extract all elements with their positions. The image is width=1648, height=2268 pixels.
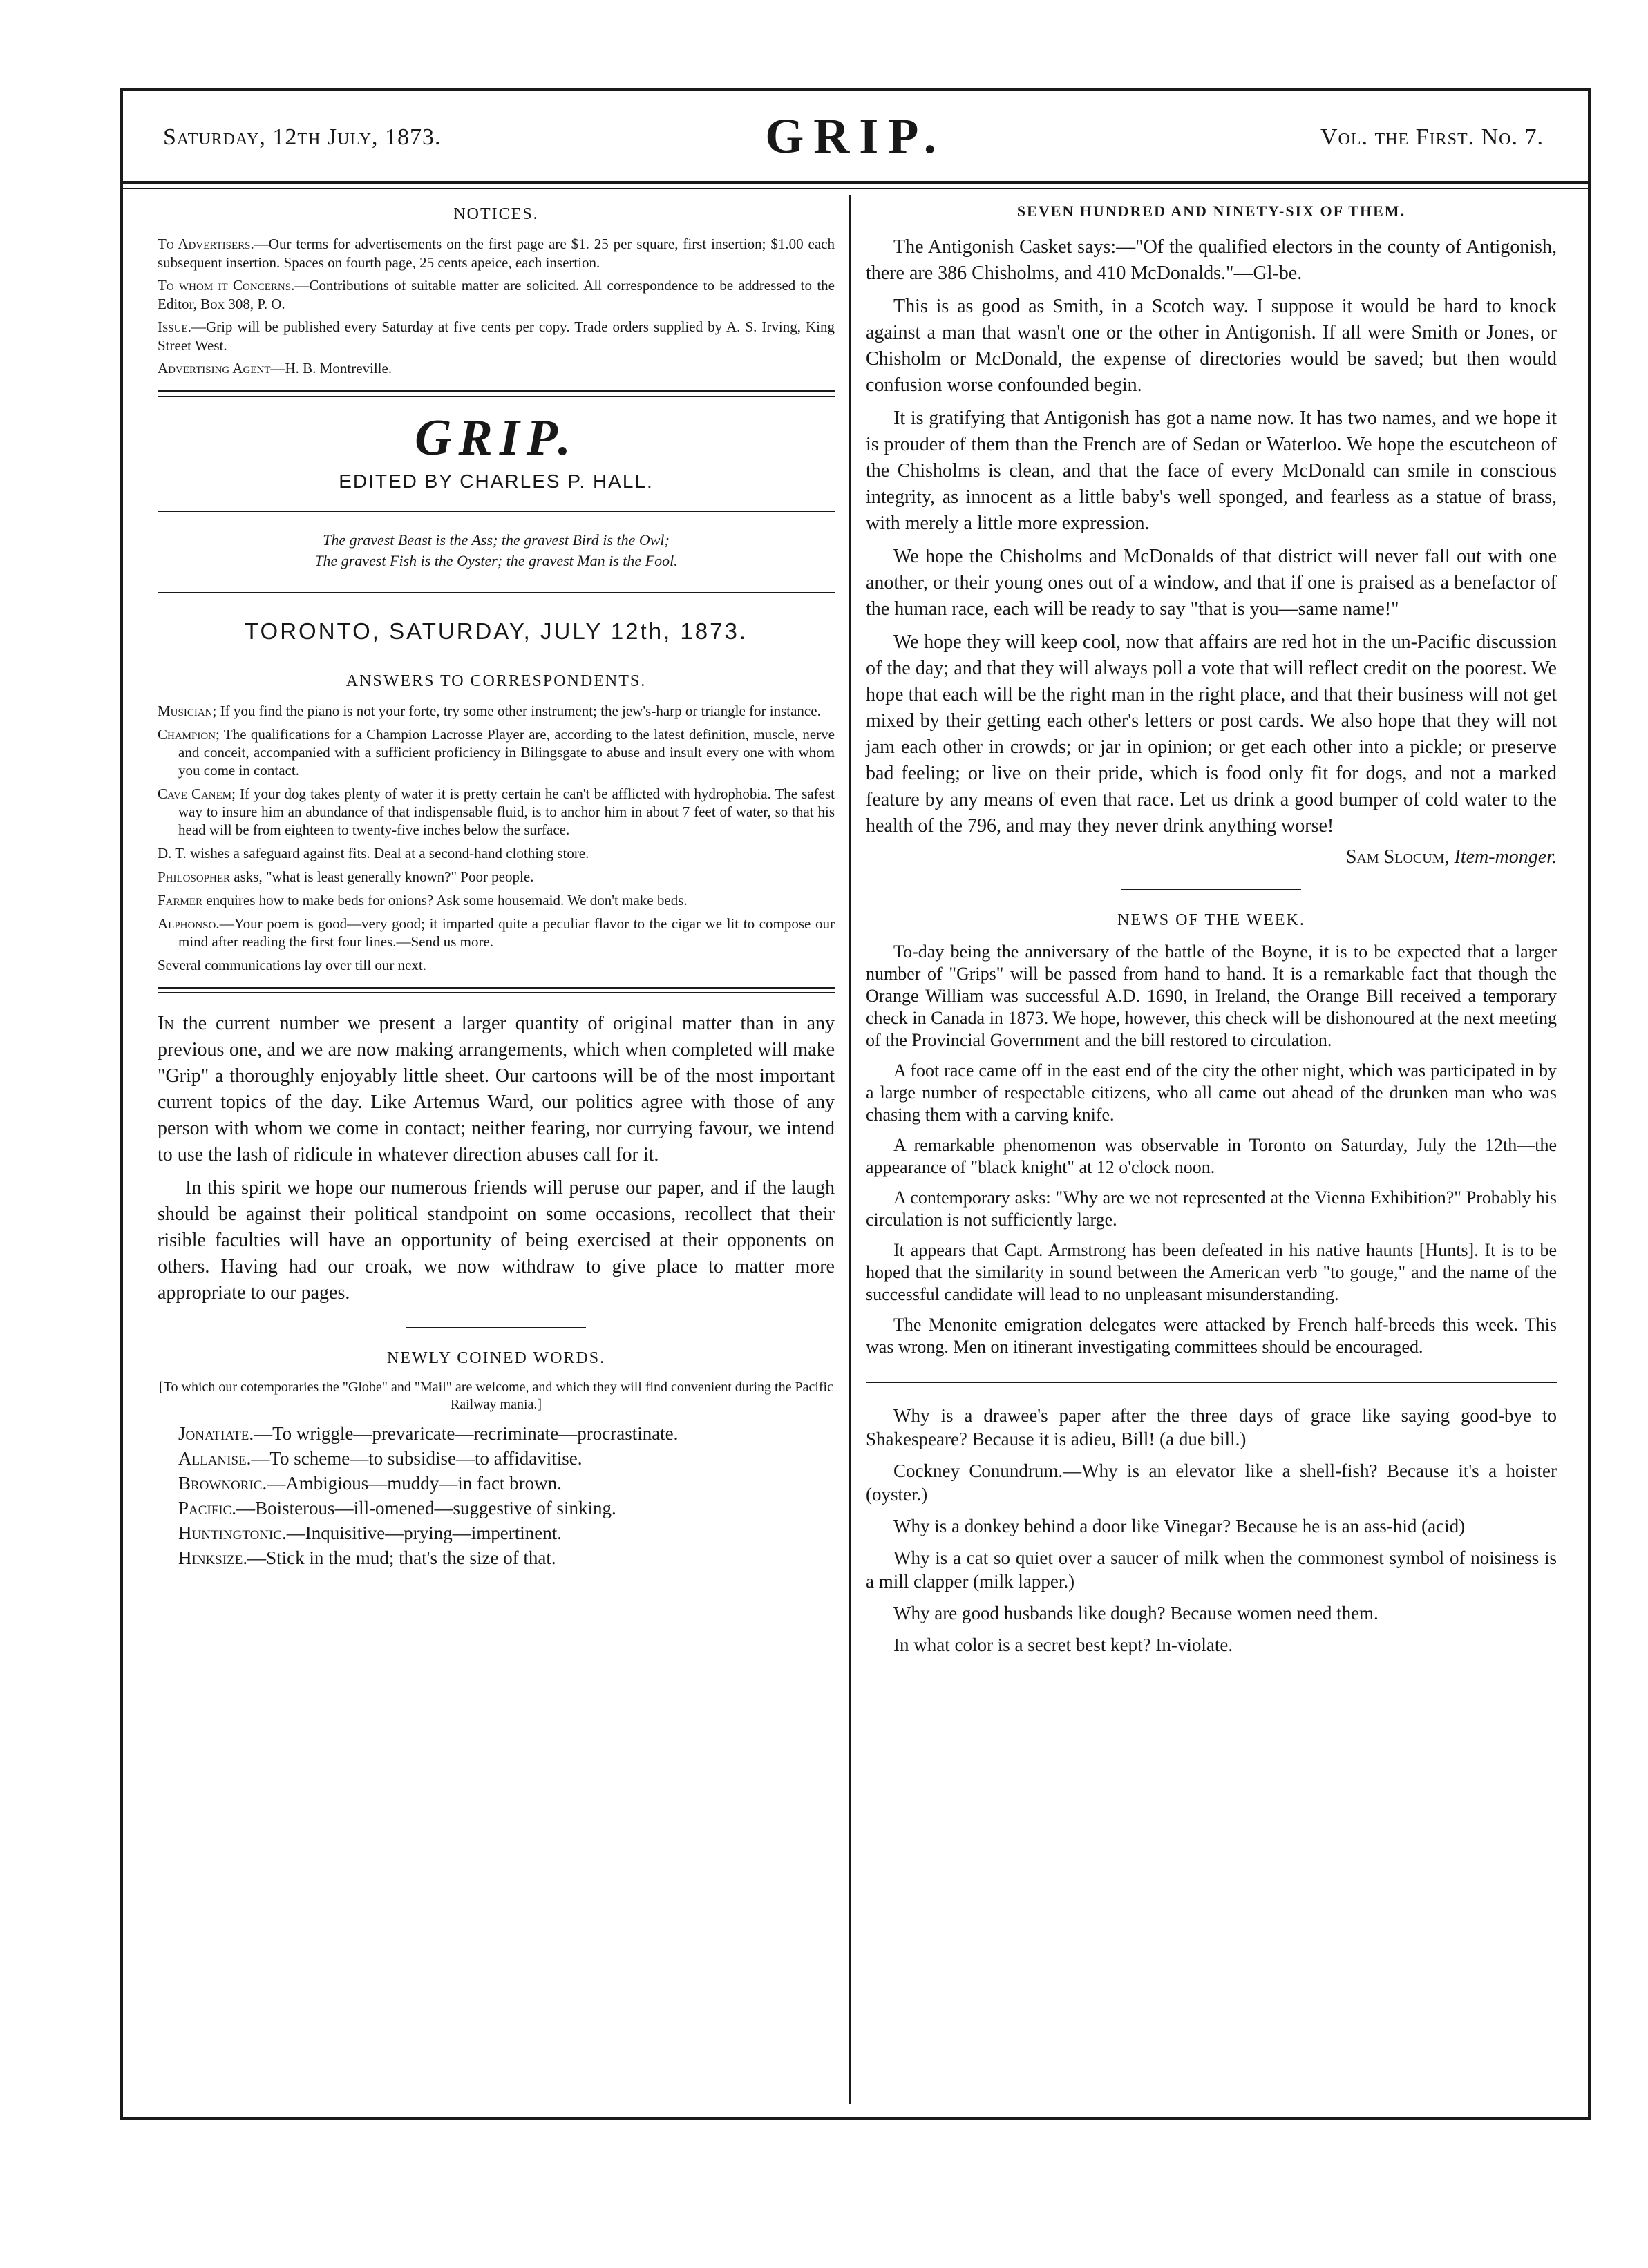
news-paragraph: The Menonite emigration delegates were attacked by French half-breeds this week. This was wrong. Men on itinerant investigating committees should be encouraged.: [866, 1315, 1557, 1357]
notice-text: —H. B. Montreville.: [270, 360, 392, 377]
coined-word: [158, 1422, 835, 1445]
answers-title: ANSWERS TO CORRESPONDENTS.: [345, 672, 647, 690]
answer-label: Champion;: [158, 726, 220, 743]
answer-label: Farmer: [158, 892, 203, 908]
article-paragraph: We hope they will keep cool, now that affairs are red hot in the un-Pacific discussion of the day; and that they will always poll a vote that will reflect credit on the poorest. We hope that each will be the right man in the right place, and that their business will not get mixed by their getting each other's letters or post cards. We also hope that they will not jam each other in crowds; or jar in opinion; or get each other into a pickle; or preserve bad feeling; or live on their pride, which is food only fit for dogs, and not a marked feature by any means of even that race. Let us drink a good bumper of cold water to the health of the 796, and may they never drink anything worse!: [866, 631, 1557, 837]
notice-item: [158, 235, 835, 272]
answer-text: —Your poem is good—very good; it imparted quite a peculiar flavor to the cigar we lit to compose our mind after reading the first four lines.—Send us more.: [178, 915, 835, 950]
news-paragraph: A contemporary asks: "Why are we not represented at the Vienna Exhibition?" Probably his circulation is not sufficiently large.: [866, 1188, 1557, 1230]
answer-item: [158, 785, 835, 839]
coined-word-label: Pacific.: [178, 1498, 237, 1518]
answer-item: [158, 891, 835, 909]
article-paragraph: We hope the Chisholms and McDonalds of that district will never fall out with one another, or their young ones out of a window, and that if one is praised as a benefactor of the human race, each will be ready to say "that is you—same name!": [866, 546, 1557, 620]
short-rule: [406, 1327, 586, 1328]
answer-label: Philosopher: [158, 868, 231, 885]
answer-text: wishes a safeguard against fits. Deal at a second-hand clothing store.: [186, 845, 589, 861]
joke-item: Why is a donkey behind a door like Vinegar? Because he is an ass-hid (acid): [893, 1516, 1466, 1536]
coined-word: [158, 1471, 835, 1495]
notice-item: [158, 318, 835, 355]
article-signature: [866, 846, 1557, 868]
joke-item: Why is a drawee's paper after the three days of grace like saying good-bye to Shakespeare? Because it is adieu, Bill! (a due bill.): [866, 1405, 1557, 1449]
motto-line: The gravest Fish is the Oyster; the gravest Man is the Fool.: [314, 552, 678, 569]
notice-text: —Contributions of suitable matter are solicited. All correspondence to be addressed to the Editor, Box 308, P. O.: [158, 277, 835, 312]
coined-word: [158, 1521, 835, 1545]
joke-item: Why are good husbands like dough? Because women need them.: [893, 1603, 1379, 1623]
coined-word-label: Hinksize.: [178, 1547, 248, 1568]
answer-text: The qualifications for a Champion Lacrosse Player are, according to the latest definition, muscle, nerve and conceit, accompanied with a sufficient proficiency in Bilingsgate to abuse and insult every one with whom you come in contact.: [178, 726, 835, 779]
editorial-paragraph: In this spirit we hope our numerous friends will peruse our paper, and if the laugh should be against their political standpoint on some occasions, recollect that their risible faculties will have an opportunity of being exercised at their opponents on others. Having had our croak, we now withdraw to give place to matter more appropriate to our pages.: [158, 1177, 835, 1304]
section-rule: [158, 390, 835, 397]
page-header: [137, 98, 1574, 181]
joke-item: Cockney Conundrum.—Why is an elevator like a shell-fish? Because it's a hoister (oyster.): [866, 1460, 1557, 1505]
notice-text: —Grip will be published every Saturday at five cents per copy. Trade orders supplied by A. S. Irving, King Street West.: [158, 318, 835, 354]
coined-word-label: Huntingtonic.: [178, 1523, 287, 1543]
column-divider: [849, 195, 851, 2104]
coined-word-label: Brownoric.: [178, 1473, 267, 1494]
answers-section: [158, 672, 835, 974]
coined-word-text: —Inquisitive—prying—impertinent.: [286, 1523, 562, 1543]
news-title: NEWS OF THE WEEK.: [1117, 911, 1305, 929]
answer-item: [158, 702, 835, 720]
coined-word-label: Allanise.: [178, 1448, 252, 1469]
issue-date: Saturday, 12th July, 1873.: [163, 124, 442, 150]
chisholms-article: [866, 202, 1557, 868]
editorial-paragraph: [158, 1011, 835, 1168]
coined-words-intro: [To which our cotemporaries the "Globe" and "Mail" are welcome, and which they will find convenient during the Pacific Railway mania.]: [159, 1380, 833, 1412]
section-rule: [158, 987, 835, 993]
notice-label: To whom it Concerns.: [158, 277, 295, 294]
notices-section: [158, 205, 835, 378]
answer-item: [158, 725, 835, 779]
editor-line: EDITED BY CHARLES P. HALL.: [339, 470, 654, 492]
answer-text: If your dog takes plenty of water it is pretty certain he can't be afflicted with hydrophobia. The safest way to insure him an abundance of that indispensable fluid, is to anchor him in about 7 feet of water, so that his head will be from eighteen to twenty-five inches below the surface.: [178, 785, 835, 838]
answer-item: [158, 844, 835, 862]
right-column: [866, 198, 1557, 1665]
article-paragraph: This is as good as Smith, in a Scotch way. I suppose it would be hard to knock against a man that wasn't one or the other in Antigonish. If all were Smith or Jones, or Chisholm or McDonald, the expense of directories would be saved; but then would confusion worse confounded begin.: [866, 296, 1557, 396]
article-paragraph: It is gratifying that Antigonish has got a name now. It has two names, and we hope it is prouder of them than the French are of Sedan or Waterloo. We hope the escutcheon of the Chisholms is clean, and that the face of every McDonald can smile in conscious integrity, as innocent as a little baby's well sponged, and fearless as a statue of brass, with merely a little more expression.: [866, 408, 1557, 534]
news-paragraph: A remarkable phenomenon was observable in Toronto on Saturday, July the 12th—the appearance of "black knight" at 12 o'clock noon.: [866, 1135, 1557, 1177]
coined-word-label: Jonatiate.: [178, 1423, 254, 1444]
masthead-logo: GRIP.: [415, 410, 578, 466]
coined-word: [158, 1546, 835, 1570]
answer-label: Cave Canem;: [158, 785, 236, 802]
notice-label: Issue.: [158, 318, 191, 335]
answer-text: If you find the piano is not your forte, try some other instrument; the jew's-harp or triangle for instance.: [216, 703, 821, 719]
answer-item: [158, 915, 835, 951]
notices-title: NOTICES.: [453, 205, 539, 223]
left-column: [158, 198, 835, 1571]
coined-words-section: [158, 1349, 835, 1570]
answer-item: [158, 868, 835, 886]
answer-text: Several communications lay over till our next.: [158, 957, 426, 973]
coined-word-text: —Stick in the mud; that's the size of that.: [247, 1547, 556, 1568]
drop-word: In: [158, 1013, 174, 1034]
header-rule: [123, 181, 1588, 184]
notice-item: [158, 359, 835, 378]
newspaper-page: [120, 88, 1591, 2120]
article-title: SEVEN HUNDRED AND NINETY-SIX OF THEM.: [1016, 202, 1406, 220]
section-rule: [158, 511, 835, 512]
article-paragraph: The Antigonish Casket says:—"Of the qualified electors in the county of Antigonish, there are 386 Chisholms, and 410 McDonalds."—Gl-be.: [866, 236, 1557, 284]
dateline: TORONTO, SATURDAY, JULY 12th, 1873.: [245, 618, 748, 644]
coined-word: [158, 1496, 835, 1520]
paper-title: GRIP.: [765, 108, 946, 164]
coined-word-text: —To scheme—to subsidise—to affidavitise.: [251, 1448, 583, 1469]
coined-word-text: —Ambigious—muddy—in fact brown.: [267, 1473, 562, 1494]
volume-number: Vol. the First. No. 7.: [1320, 124, 1544, 150]
motto: [158, 530, 835, 571]
answer-label: D. T.: [158, 845, 187, 861]
section-rule: [866, 1382, 1557, 1383]
news-paragraph: It appears that Capt. Armstrong has been defeated in his native haunts [Hunts]. It is to be hoped that the similarity in sound between the American verb "to gouge," and the name of the successful candidate will lead to no unpleasant misunderstanding.: [866, 1240, 1557, 1304]
answer-label: Alphonso.: [158, 915, 220, 932]
answer-label: Musician;: [158, 703, 217, 719]
news-paragraph: To-day being the anniversary of the battle of the Boyne, it is to be expected that a larger number of "Grips" will be passed from hand to hand. It is a remarkable fact that though the Orange William was successful A.D. 1690, in Ireland, the Orange Bill received a temporary check in Canada in 1873. We hope, however, this check will be dishonoured at the next meeting of the Provincial Government and the bill restored to circulation.: [866, 942, 1557, 1050]
editorial-text: the current number we present a larger quantity of original matter than in any previous one, and we are now making arrangements, which when completed will make "Grip" a thoroughly enjoyably little sheet. Our cartoons will be of the most important current topics of the day. Like Artemus Ward, our politics agree with those of any person with whom we come in contact; neither fearing, nor currying favour, we intend to use the lash of ridicule in whatever direction abuses call for it.: [158, 1013, 835, 1165]
answer-text: asks, "what is least generally known?" Poor people.: [230, 868, 534, 885]
short-rule: [1121, 889, 1301, 890]
news-section: [866, 911, 1557, 1358]
jokes-section: [866, 1404, 1557, 1657]
notice-item: [158, 276, 835, 314]
notice-label: Advertising Agent: [158, 360, 271, 377]
section-rule: [158, 592, 835, 593]
news-paragraph: A foot race came off in the east end of the city the other night, which was participated in by a large number of respectable citizens, who all came out ahead of the drunken man who was chasing them with a carving knife.: [866, 1060, 1557, 1125]
joke-item: In what color is a secret best kept? In-violate.: [893, 1635, 1233, 1655]
answer-item: [158, 956, 835, 974]
header-rule-thin: [123, 188, 1588, 189]
coined-word-text: —Boisterous—ill-omened—suggestive of sinking.: [236, 1498, 616, 1518]
editorial-section: [158, 1011, 835, 1306]
coined-words-title: NEWLY COINED WORDS.: [386, 1349, 606, 1367]
signature-name: Sam Slocum,: [1345, 846, 1450, 868]
signature-title: Item-monger.: [1454, 846, 1557, 868]
motto-line: The gravest Beast is the Ass; the gravest Bird is the Owl;: [323, 531, 670, 549]
answer-text: enquires how to make beds for onions? Ask some housemaid. We don't make beds.: [202, 892, 688, 908]
notice-text: —Our terms for advertisements on the first page are $1. 25 per square, first insertion; $1.00 each subsequent insertion. Spaces on fourth page, 25 cents apeice, each insertion.: [158, 236, 835, 271]
coined-word: [158, 1447, 835, 1470]
notice-label: To Advertisers.: [158, 236, 254, 252]
coined-word-text: —To wriggle—prevaricate—recriminate—procrastinate.: [254, 1423, 679, 1444]
joke-item: Why is a cat so quiet over a saucer of milk when the commonest symbol of noisiness is a mill clapper (milk lapper.): [866, 1547, 1557, 1592]
